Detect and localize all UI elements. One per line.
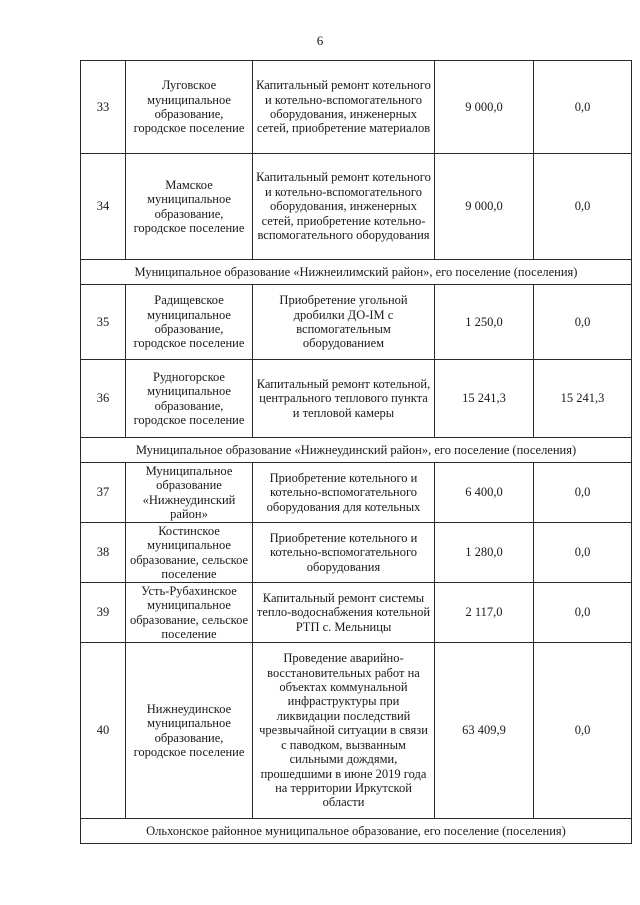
section-header: Муниципальное образование «Нижнеудинский район», его поселение (поселения) [81, 438, 632, 463]
page-number: 6 [316, 33, 324, 48]
amount-cell: 1 250,0 [435, 285, 534, 360]
municipality-cell: Радищевское муниципальное образование, городское поселение [126, 285, 253, 360]
amount-cell: 9 000,0 [435, 154, 534, 260]
work-description-cell: Капитальный ремонт котельного и котельно-вспомогательного оборудования, инженерных сетей, приобретение материалов [253, 61, 435, 154]
work-description-cell: Капитальный ремонт системы тепло-водоснабжения котельной РТП с. Мельницы [253, 583, 435, 643]
amount-cell: 1 280,0 [435, 523, 534, 583]
table-row [81, 61, 632, 154]
row-number: 39 [81, 583, 126, 643]
amount-cell-secondary: 0,0 [534, 61, 632, 154]
municipality-cell: Луговское муниципальное образование, городское поселение [126, 61, 253, 154]
section-header: Ольхонское районное муниципальное образование, его поселение (поселения) [81, 819, 632, 844]
amount-cell-secondary: 0,0 [534, 285, 632, 360]
row-number: 35 [81, 285, 126, 360]
row-number: 33 [81, 61, 126, 154]
amount-cell-secondary: 0,0 [534, 463, 632, 523]
work-description-cell: Приобретение угольной дробилки ДО-IM с вспомогательным оборудованием [253, 285, 435, 360]
amount-cell-secondary: 0,0 [534, 643, 632, 819]
amount-cell: 6 400,0 [435, 463, 534, 523]
amount-cell-secondary: 0,0 [534, 154, 632, 260]
table-row [81, 285, 632, 360]
row-number: 40 [81, 643, 126, 819]
table-body [81, 61, 632, 844]
table-row [81, 154, 632, 260]
section-header: Муниципальное образование «Нижнеилимский район», его поселение (поселения) [81, 260, 632, 285]
municipality-cell: Нижнеудинское муниципальное образование, городское поселение [126, 643, 253, 819]
municipality-cell: Усть-Рубахинское муниципальное образование, сельское поселение [126, 583, 253, 643]
row-number: 34 [81, 154, 126, 260]
table-row [81, 643, 632, 819]
table-row [81, 360, 632, 438]
section-header-row [81, 260, 632, 285]
amount-cell-secondary: 0,0 [534, 583, 632, 643]
section-header-row [81, 438, 632, 463]
municipality-cell: Муниципальное образование «Нижнеудинский район» [126, 463, 253, 523]
work-description-cell: Приобретение котельного и котельно-вспомогательного оборудования [253, 523, 435, 583]
work-description-cell: Капитальный ремонт котельной, центрального теплового пункта и тепловой камеры [253, 360, 435, 438]
row-number: 37 [81, 463, 126, 523]
amount-cell: 9 000,0 [435, 61, 534, 154]
municipality-cell: Костинское муниципальное образование, сельское поселение [126, 523, 253, 583]
work-description-cell: Проведение аварийно-восстановительных работ на объектах коммунальной инфраструктуры при ликвидации последствий чрезвычайной ситуации в связи с паводком, вызванным сильными дождями, прошедшими в июне 2019 года на территории Иркутской области [253, 643, 435, 819]
table-row [81, 463, 632, 523]
amount-cell: 15 241,3 [435, 360, 534, 438]
amount-cell-secondary: 0,0 [534, 523, 632, 583]
amount-cell: 2 117,0 [435, 583, 534, 643]
municipality-cell: Рудногорское муниципальное образование, городское поселение [126, 360, 253, 438]
table-row [81, 523, 632, 583]
row-number: 38 [81, 523, 126, 583]
amount-cell: 63 409,9 [435, 643, 534, 819]
amount-cell-secondary: 15 241,3 [534, 360, 632, 438]
work-description-cell: Капитальный ремонт котельного и котельно-вспомогательного оборудования, инженерных сетей, приобретение котельно-вспомогательного оборудования [253, 154, 435, 260]
funding-table [80, 60, 632, 844]
row-number: 36 [81, 360, 126, 438]
work-description-cell: Приобретение котельного и котельно-вспомогательного оборудования для котельных [253, 463, 435, 523]
table-row [81, 583, 632, 643]
municipality-cell: Мамское муниципальное образование, городское поселение [126, 154, 253, 260]
section-header-row [81, 819, 632, 844]
